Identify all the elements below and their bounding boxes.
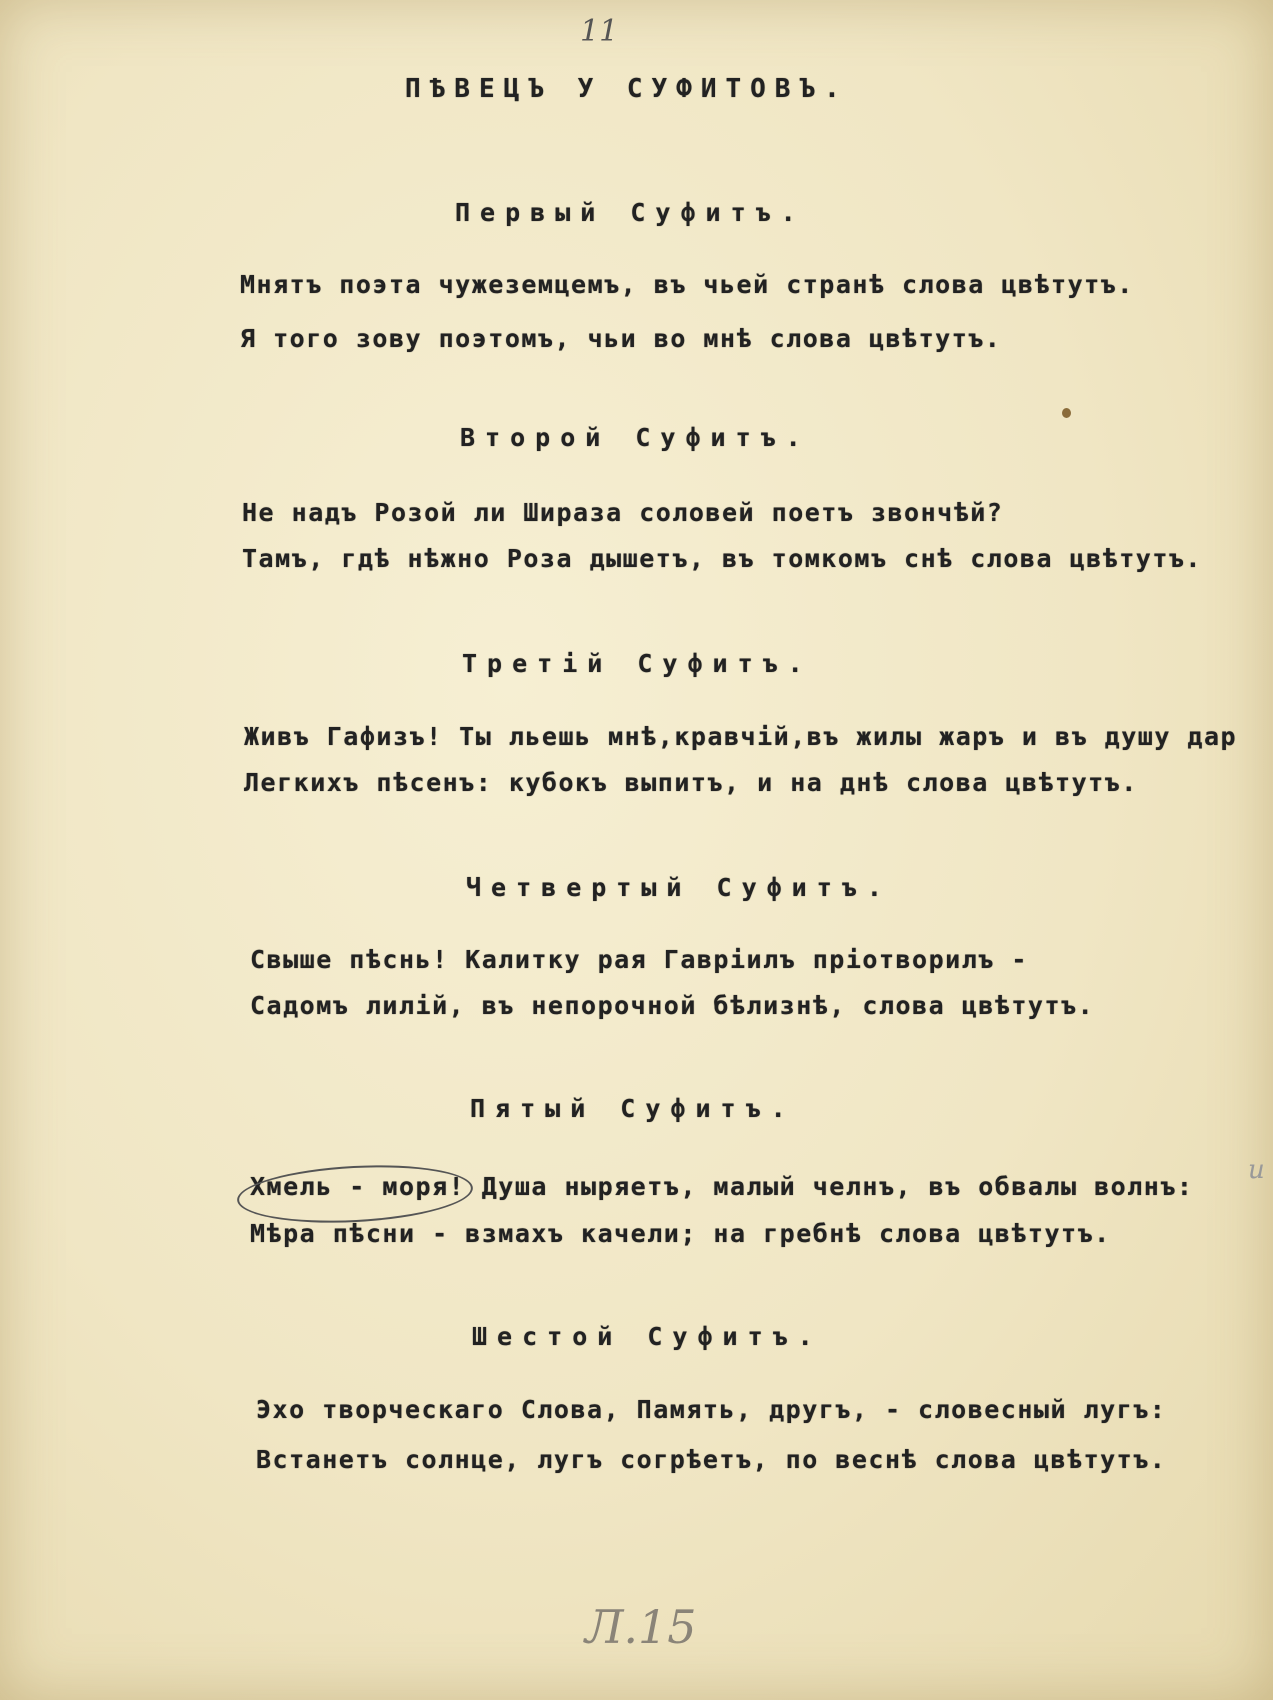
stanza-heading-2: Второй Суфитъ.	[460, 423, 811, 452]
stanza-heading-4: Четвертый Суфитъ.	[466, 873, 892, 902]
ink-spot	[1062, 408, 1071, 418]
stanza-6-line-2: Встанетъ солнце, лугъ согрѣетъ, по веснѣ слова цвѣтутъ.	[256, 1445, 1167, 1474]
archive-leaf-number: Л.15	[585, 1600, 697, 1654]
stanza-heading-3: Третій Суфитъ.	[462, 649, 813, 678]
stanza-heading-1: Первый Суфитъ.	[455, 198, 806, 227]
stanza-3-line-2: Легкихъ пѣсенъ: кубокъ выпитъ, и на днѣ слова цвѣтутъ.	[244, 768, 1138, 797]
stanza-2-line-1: Не надъ Розой ли Шираза соловей поетъ звончѣй?	[242, 498, 1004, 527]
stanza-4-line-2: Садомъ лилій, въ непорочной бѣлизнѣ, слова цвѣтутъ.	[250, 991, 1095, 1020]
stanza-2-line-2: Тамъ, гдѣ нѣжно Роза дышетъ, въ томкомъ снѣ слова цвѣтутъ.	[242, 544, 1202, 573]
page-number: 11	[580, 14, 619, 49]
stanza-1-line-2: Я того зову поэтомъ, чьи во мнѣ слова цвѣтутъ.	[240, 324, 1002, 353]
stanza-5-line-2: Мѣра пѣсни - взмахъ качели; на гребнѣ слова цвѣтутъ.	[250, 1219, 1111, 1248]
stanza-6-line-1: Эхо творческаго Слова, Память, другъ, - словесный лугъ:	[256, 1395, 1167, 1424]
stanza-1-line-1: Мнятъ поэта чужеземцемъ, въ чьей странѣ слова цвѣтутъ.	[240, 270, 1134, 299]
stanza-heading-5: Пятый Суфитъ.	[470, 1094, 796, 1123]
poem-title: ПѢВЕЦЪ У СУФИТОВЪ.	[405, 74, 849, 104]
hand-drawn-circle	[236, 1160, 475, 1228]
margin-mark: и	[1248, 1155, 1265, 1185]
stanza-3-line-1: Живъ Гафизъ! Ты льешь мнѣ,кравчій,въ жилы жаръ и въ душу дар	[244, 722, 1238, 751]
stanza-4-line-1: Свыше пѣснь! Калитку рая Гавріилъ пріотворилъ -	[250, 945, 1028, 974]
stanza-heading-6: Шестой Суфитъ.	[472, 1322, 823, 1351]
stanza-5-line-1: Хмель - моря! Душа ныряетъ, малый челнъ, въ обвалы волнъ:	[250, 1172, 1194, 1201]
